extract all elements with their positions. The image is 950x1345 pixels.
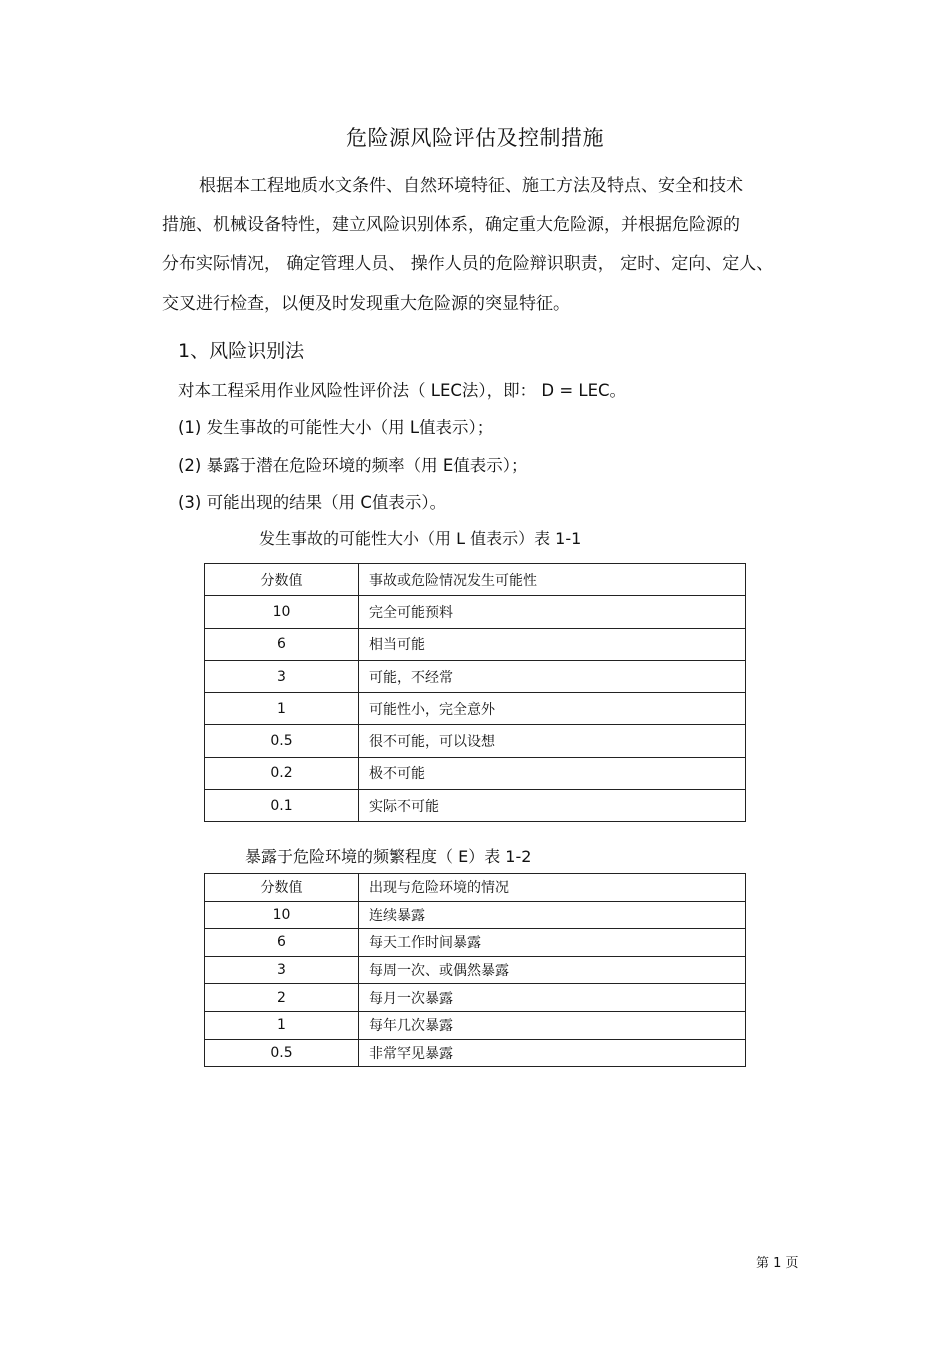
score-cell: 0.2 — [205, 757, 359, 789]
table-row — [205, 790, 746, 822]
table-row — [205, 901, 746, 929]
page-number: 第 1 页 — [756, 1256, 799, 1271]
description-cell: 每年几次暴露 — [359, 1011, 746, 1039]
list-item-3: (3) 可能出现的结果（用 C值表示）。 — [178, 493, 447, 512]
description-cell: 事故或危险情况发生可能性 — [359, 564, 746, 596]
table-header-row — [205, 564, 746, 596]
likelihood-table — [204, 563, 746, 822]
score-cell: 1 — [205, 693, 359, 725]
section-heading: 1、风险识别法 — [178, 340, 305, 362]
table-row — [205, 929, 746, 957]
description-cell: 极不可能 — [359, 757, 746, 789]
description-cell: 实际不可能 — [359, 790, 746, 822]
description-cell: 每周一次、或偶然暴露 — [359, 956, 746, 984]
description-cell: 每天工作时间暴露 — [359, 929, 746, 957]
score-cell: 3 — [205, 956, 359, 984]
table-header-row — [205, 874, 746, 902]
exposure-table — [204, 873, 746, 1067]
page-title: 危险源风险评估及控制措施 — [346, 126, 604, 150]
table-row — [205, 725, 746, 757]
table2-caption: 暴露于危险环境的频繁程度（ E）表 1-2 — [245, 847, 532, 866]
score-cell: 0.1 — [205, 790, 359, 822]
score-cell: 2 — [205, 984, 359, 1012]
score-cell: 0.5 — [205, 725, 359, 757]
description-cell: 出现与危险环境的情况 — [359, 874, 746, 902]
table-row — [205, 984, 746, 1012]
score-cell: 0.5 — [205, 1039, 359, 1067]
table-row — [205, 757, 746, 789]
intro-line-3: 分布实际情况， 确定管理人员、 操作人员的危险辩识职责， 定时、定向、定人、 — [162, 254, 774, 274]
table-row — [205, 693, 746, 725]
list-item-2: (2) 暴露于潜在危险环境的频率（用 E值表示）； — [178, 456, 528, 475]
list-item-1: (1) 发生事故的可能性大小（用 L值表示）； — [178, 418, 494, 437]
table-row — [205, 1039, 746, 1067]
description-cell: 连续暴露 — [359, 901, 746, 929]
table-row — [205, 660, 746, 692]
table-row — [205, 956, 746, 984]
score-cell: 分数值 — [205, 564, 359, 596]
method-line: 对本工程采用作业风险性评价法（ LEC法），即： D = LEC。 — [178, 381, 627, 400]
score-cell: 6 — [205, 628, 359, 660]
intro-line-1: 根据本工程地质水文条件、自然环境特征、施工方法及特点、安全和技术 — [199, 176, 743, 196]
score-cell: 10 — [205, 901, 359, 929]
description-cell: 完全可能预料 — [359, 596, 746, 628]
description-cell: 相当可能 — [359, 628, 746, 660]
description-cell: 每月一次暴露 — [359, 984, 746, 1012]
score-cell: 1 — [205, 1011, 359, 1039]
score-cell: 分数值 — [205, 874, 359, 902]
score-cell: 6 — [205, 929, 359, 957]
table1-caption: 发生事故的可能性大小（用 L 值表示）表 1-1 — [259, 529, 582, 548]
intro-line-2: 措施、机械设备特性，建立风险识别体系，确定重大危险源，并根据危险源的 — [162, 215, 740, 235]
score-cell: 3 — [205, 660, 359, 692]
description-cell: 可能性小，完全意外 — [359, 693, 746, 725]
description-cell: 非常罕见暴露 — [359, 1039, 746, 1067]
description-cell: 可能，不经常 — [359, 660, 746, 692]
table-row — [205, 1011, 746, 1039]
table-row — [205, 628, 746, 660]
intro-line-4: 交叉进行检查，以便及时发现重大危险源的突显特征。 — [162, 294, 570, 314]
table-row — [205, 596, 746, 628]
description-cell: 很不可能，可以设想 — [359, 725, 746, 757]
score-cell: 10 — [205, 596, 359, 628]
